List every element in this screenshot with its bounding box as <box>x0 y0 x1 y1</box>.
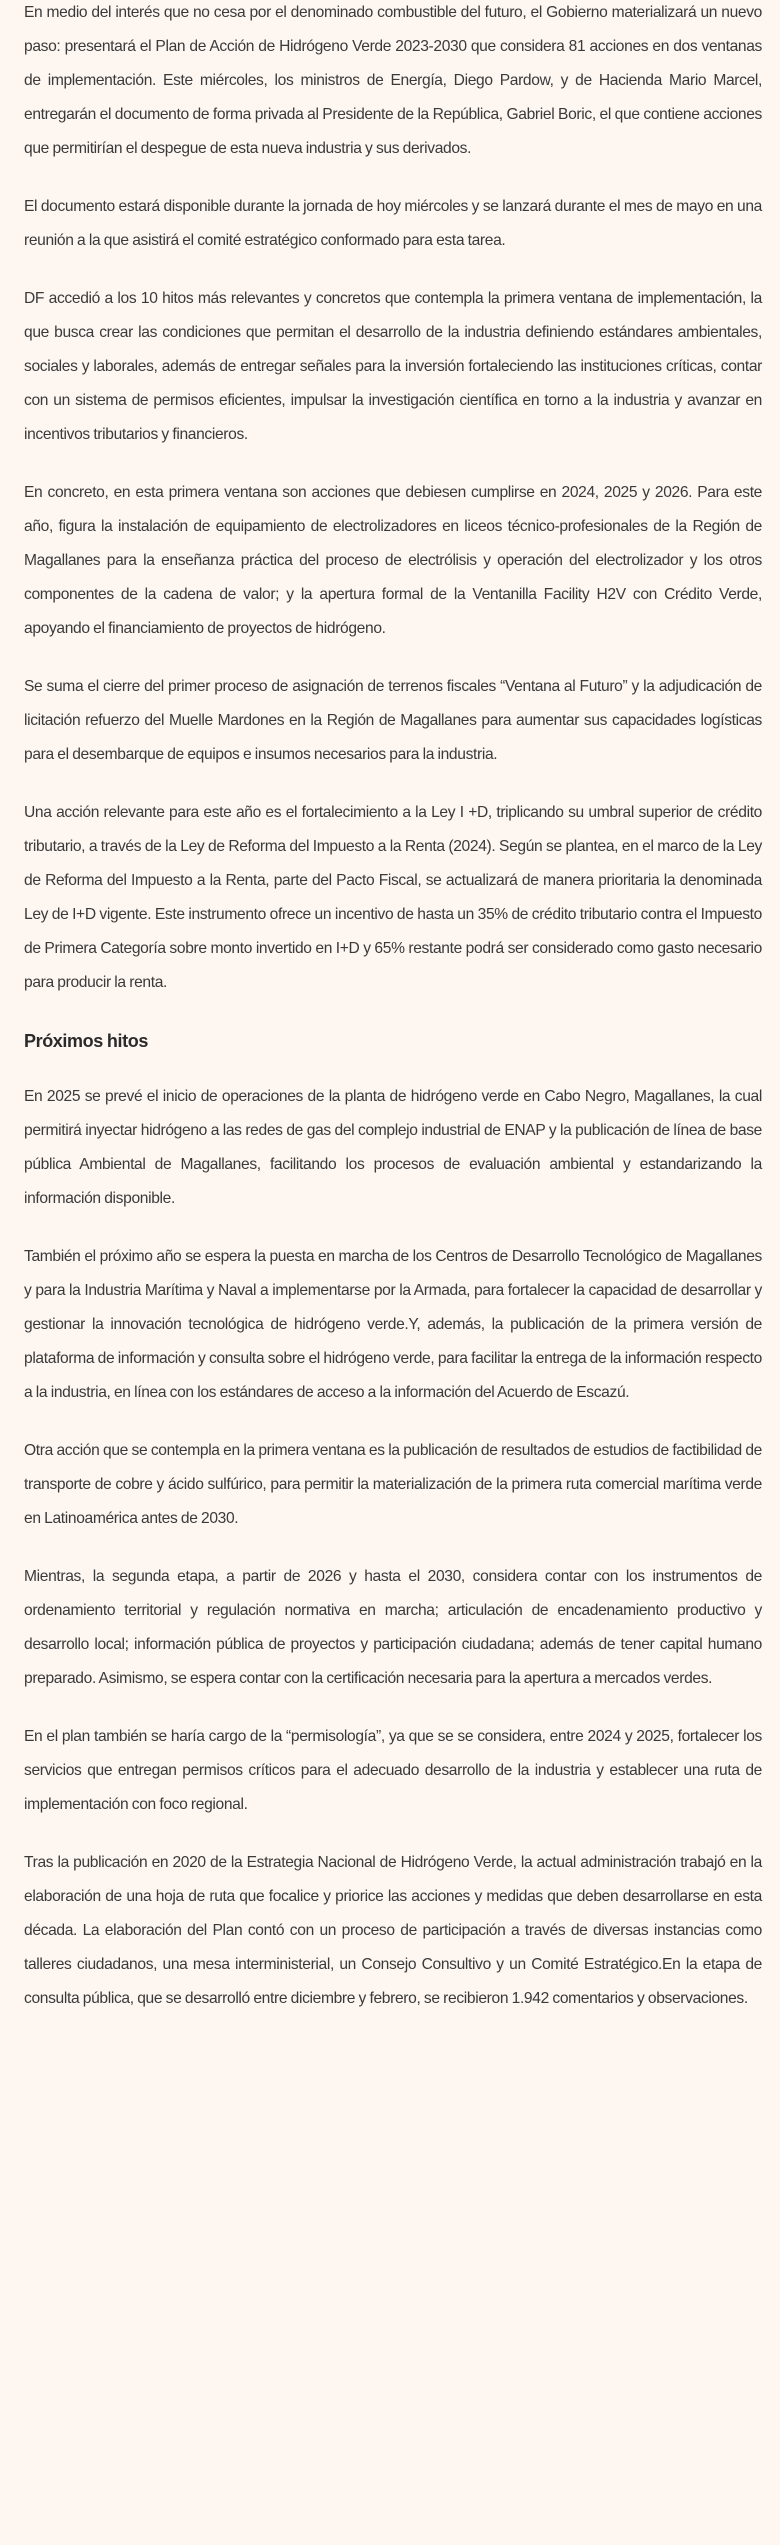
article-paragraph: Se suma el cierre del primer proceso de asignación de terrenos fiscales “Ventana al Futuro” y la adjudicación de licitación refuerzo del Muelle Mardones en la Región de Magallanes para aumentar sus capacidades logísticas para el desembarque de equipos e insumos necesarios para la industria. <box>24 678 762 763</box>
article-paragraph: DF accedió a los 10 hitos más relevantes y concretos que contempla la primera ventana de implementación, la que busca crear las condiciones que permitan el desarrollo de la industria definiendo estándares ambientales, sociales y laborales, además de entregar señales para la inversión fortaleciendo las instituciones críticas, contar con un sistema de permisos eficientes, impulsar la investigación científica en torno a la industria y avanzar en incentivos tributarios y financieros. <box>24 290 762 443</box>
section-heading: Próximos hitos <box>24 1031 148 1051</box>
article-paragraph: El documento estará disponible durante la jornada de hoy miércoles y se lanzará durante el mes de mayo en una reunión a la que asistirá el comité estratégico conformado para esta tarea. <box>24 198 762 249</box>
article-body <box>24 0 762 2040</box>
article-paragraph: En concreto, en esta primera ventana son acciones que debiesen cumplirse en 2024, 2025 y 2026. Para este año, figura la instalación de equipamiento de electrolizadores en liceos técnico-profesionales de la Región de Magallanes para la enseñanza práctica del proceso de electrólisis y operación del electrolizador y los otros componentes de la cadena de valor; y la apertura formal de la Ventanilla Facility H2V con Crédito Verde, apoyando el financiamiento de proyectos de hidrógeno. <box>24 484 762 637</box>
article-paragraph: En 2025 se prevé el inicio de operaciones de la planta de hidrógeno verde en Cabo Negro, Magallanes, la cual permitirá inyectar hidrógeno a las redes de gas del complejo industrial de ENAP y la publicación de línea de base pública Ambiental de Magallanes, facilitando los procesos de evaluación ambiental y estandarizando la información disponible. <box>24 1088 762 1207</box>
article-paragraph: Tras la publicación en 2020 de la Estrategia Nacional de Hidrógeno Verde, la actual administración trabajó en la elaboración de una hoja de ruta que focalice y priorice las acciones y medidas que deben desarrollarse en esta década. La elaboración del Plan contó con un proceso de participación a través de diversas instancias como talleres ciudadanos, una mesa interministerial, un Consejo Consultivo y un Comité Estratégico.En la etapa de consulta pública, que se desarrolló entre diciembre y febrero, se recibieron 1.942 comentarios y observaciones. <box>24 1854 762 2007</box>
article-paragraph: También el próximo año se espera la puesta en marcha de los Centros de Desarrollo Tecnológico de Magallanes y para la Industria Marítima y Naval a implementarse por la Armada, para fortalecer la capacidad de desarrollar y gestionar la innovación tecnológica de hidrógeno verde.Y, además, la publicación de la primera versión de plataforma de información y consulta sobre el hidrógeno verde, para facilitar la entrega de la información respecto a la industria, en línea con los estándares de acceso a la información del Acuerdo de Escazú. <box>24 1248 762 1401</box>
article-paragraph: En medio del interés que no cesa por el denominado combustible del futuro, el Gobierno materializará un nuevo paso: presentará el Plan de Acción de Hidrógeno Verde 2023-2030 que considera 81 acciones en dos ventanas de implementación. Este miércoles, los ministros de Energía, Diego Pardow, y de Hacienda Mario Marcel, entregarán el documento de forma privada al Presidente de la República, Gabriel Boric, el que contiene acciones que permitirían el despegue de esta nueva industria y sus derivados. <box>24 4 762 157</box>
article-paragraph: Mientras, la segunda etapa, a partir de 2026 y hasta el 2030, considera contar con los instrumentos de ordenamiento territorial y regulación normativa en marcha; articulación de encadenamiento productivo y desarrollo local; información pública de proyectos y participación ciudadana; además de tener capital humano preparado. Asimismo, se espera contar con la certificación necesaria para la apertura a mercados verdes. <box>24 1568 762 1687</box>
article-paragraph: En el plan también se haría cargo de la “permisología”, ya que se se considera, entre 2024 y 2025, fortalecer los servicios que entregan permisos críticos para el adecuado desarrollo de la industria y establecer una ruta de implementación con foco regional. <box>24 1728 762 1813</box>
article-paragraph: Una acción relevante para este año es el fortalecimiento a la Ley I +D, triplicando su umbral superior de crédito tributario, a través de la Ley de Reforma del Impuesto a la Renta (2024). Según se plantea, en el marco de la Ley de Reforma del Impuesto a la Renta, parte del Pacto Fiscal, se actualizará de manera prioritaria la denominada Ley de I+D vigente. Este instrumento ofrece un incentivo de hasta un 35% de crédito tributario contra el Impuesto de Primera Categoría sobre monto invertido en I+D y 65% restante podrá ser considerado como gasto necesario para producir la renta. <box>24 804 762 991</box>
article-paragraph: Otra acción que se contempla en la primera ventana es la publicación de resultados de estudios de factibilidad de transporte de cobre y ácido sulfúrico, para permitir la materialización de la primera ruta comercial marítima verde en Latinoamérica antes de 2030. <box>24 1442 762 1527</box>
